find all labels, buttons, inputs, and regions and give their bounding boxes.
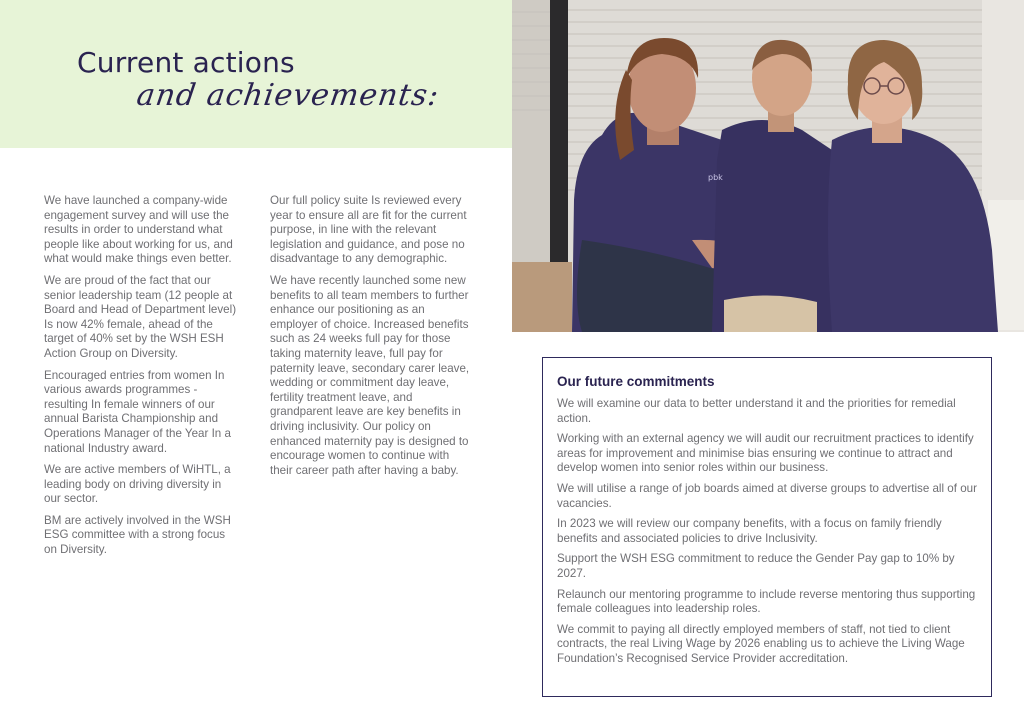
commitment-item: We commit to paying all directly employed members of staff, not tied to client contracts, the real Living Wage by 2026 enabling us to achieve the Living Wage Foundation’s Recognised Service Provider accreditation. [557,622,965,665]
left-text-column [44,194,240,565]
commitments-title: Our future commitments [557,374,715,389]
paragraph: We have launched a company-wide engagement survey and will use the results in order to understand what people like about working for us, and what would make things even better. [44,194,233,266]
commitment-item: Working with an external agency we will audit our recruitment practices to identify areas for improvement and minimise bias ensuring we continue to attract and develop women into senior roles within our business. [557,432,974,475]
paragraph: Our full policy suite Is reviewed every year to ensure all are fit for the current purpose, in line with the relevant legislation and guidance, and pose no disadvantage to any demographic. [270,194,467,266]
page-subtitle-script: and achievements: [134,78,442,113]
commitment-item: We will utilise a range of job boards aimed at diverse groups to advertise all of our vacancies. [557,481,977,510]
middle-text-column [270,194,470,485]
paragraph: We are active members of WiHTL, a leading body on driving diversity in our sector. [44,463,231,506]
paragraph: We have recently launched some new benefits to all team members to further enhance our positioning as an employer of choice. Increased benefits such as 24 weeks full pay for those taking maternity leave, full pay for paternity leave, secondary carer leave, wedding or commitment day leave, fertility treatment leave, and grandparent leave are key benefits in driving inclusivity. Our policy on enhanced maternity pay is designed to encourage women to continue with their career path after having a baby. [270,273,470,477]
paragraph: We are proud of the fact that our senior leadership team (12 people at Board and Head of Department level) Is now 42% female, ahead of the target of 40% set by the WSH ESH Action Group on Diversity. [44,273,237,360]
paragraph: BM are actively involved in the WSH ESG committee with a strong focus on Diversity. [44,513,231,557]
commitment-item: Support the WSH ESG commitment to reduce the Gender Pay gap to 10% by 2027. [557,552,955,580]
commitment-item: In 2023 we will review our company benefits, with a focus on family friendly benefits and associated policies to drive Inclusivity. [557,517,942,545]
team-photo [512,0,1024,332]
commitment-item: Relaunch our mentoring programme to include reverse mentoring thus supporting female colleagues into leadership roles. [557,587,976,616]
paragraph: Encouraged entries from women In various awards programmes - resulting In female winners of our annual Barista Championship and Operations Manager of the Year In a national Industry award. [44,368,231,455]
future-commitments-box [542,357,992,697]
page-title: Current actions [77,46,295,79]
apron-logo: pbk [708,173,723,182]
commitment-item: We will examine our data to better understand it and the priorities for remedial action. [557,397,956,425]
